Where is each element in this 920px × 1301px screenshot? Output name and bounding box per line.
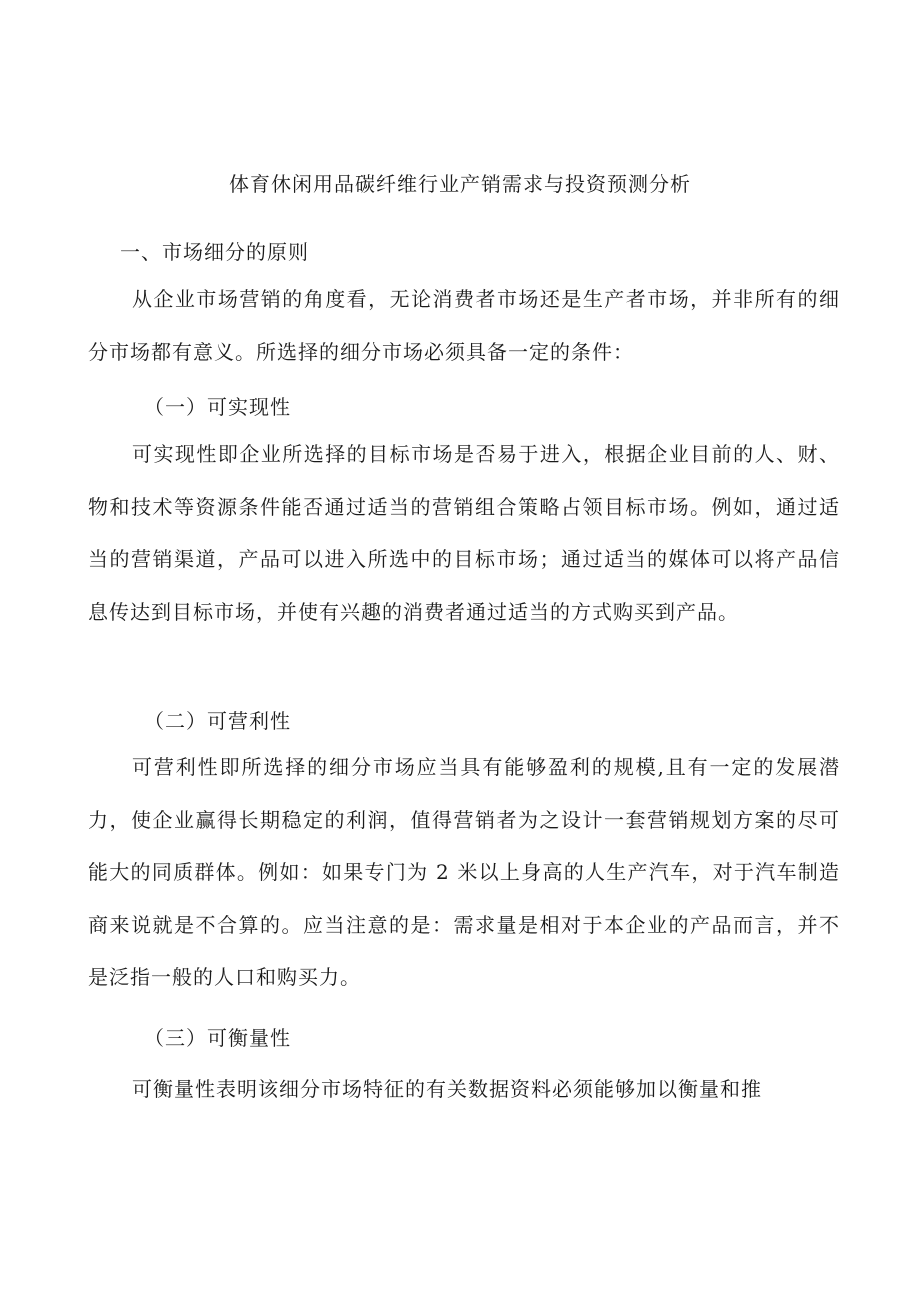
section-heading: 一、市场细分的原则	[120, 240, 309, 264]
subsection-body-2: 可营利性即所选择的细分市场应当具有能够盈利的规模,且有一定的发展潜力，使企业赢得长期稳定的利润，值得营销者为之设计一套营销规划方案的尽可能大的同质群体。例如：如果专门为 2 米以上身高的人生产汽车，对于汽车制造商来说就是不合算的。应当注意的是：需求量是相对于本企业的产品而言，并不是泛指一般的人口和购买力。	[88, 755, 840, 989]
document-title: 体育休闲用品碳纤维行业产销需求与投资预测分析	[229, 172, 691, 196]
subsection-heading-3: （三）可衡量性	[144, 1026, 291, 1050]
subsection-heading-2: （二）可营利性	[144, 709, 291, 733]
subsection-body-1: 可实现性即企业所选择的目标市场是否易于进入，根据企业目前的人、财、物和技术等资源条件能否通过适当的营销组合策略占领目标市场。例如，通过适当的营销渠道，产品可以进入所选中的目标市场；通过适当的媒体可以将产品信息传达到目标市场，并使有兴趣的消费者通过适当的方式购买到产品。	[88, 442, 840, 624]
intro-paragraph: 从企业市场营销的角度看，无论消费者市场还是生产者市场，并非所有的细分市场都有意义。所选择的细分市场必须具备一定的条件：	[88, 287, 840, 364]
subsection-heading-1: （一）可实现性	[144, 395, 291, 419]
subsection-body-3: 可衡量性表明该细分市场特征的有关数据资料必须能够加以衡量和推	[132, 1077, 762, 1101]
